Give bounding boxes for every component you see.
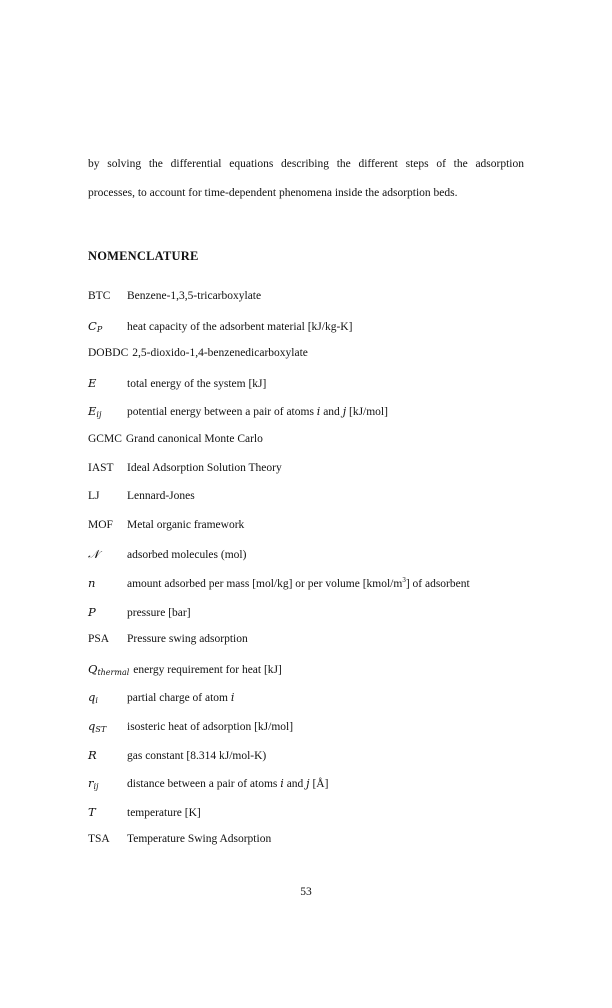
- nomenclature-symbol: T: [88, 804, 96, 819]
- nomenclature-symbol: LJ: [88, 490, 100, 503]
- nomenclature-entry: [88, 519, 548, 548]
- nomenclature-definition: Lennard-Jones: [127, 490, 195, 503]
- page-number: 53: [300, 886, 312, 898]
- nomenclature-entry: [88, 319, 548, 348]
- nomenclature-definition: adsorbed molecules (mol): [127, 549, 247, 562]
- nomenclature-entry: [88, 347, 548, 376]
- nomenclature-definition: distance between a pair of atoms i and j [Å]: [127, 777, 329, 791]
- nomenclature-definition: Metal organic framework: [127, 518, 245, 531]
- nomenclature-entry: [88, 433, 548, 462]
- nomenclature-symbol: MOF: [88, 518, 113, 531]
- nomenclature-definition: Ideal Adsorption Solution Theory: [127, 461, 282, 474]
- nomenclature-definition: Temperature Swing Adsorption: [127, 833, 272, 846]
- nomenclature-entry: [88, 462, 548, 491]
- nomenclature-list: [88, 290, 548, 862]
- nomenclature-definition: isosteric heat of adsorption [kJ/mol]: [127, 720, 294, 733]
- section-heading: NOMENCLATURE: [88, 249, 199, 263]
- nomenclature-symbol: TSA: [88, 833, 110, 846]
- nomenclature-definition: temperature [K]: [127, 806, 201, 819]
- nomenclature-symbol: BTC: [88, 290, 111, 302]
- nomenclature-symbol: $E_{ij}$: [88, 404, 102, 420]
- nomenclature-symbol: 𝒩: [88, 547, 100, 562]
- paragraph-line: by solving the differential equations describing the different steps of the adsorption: [88, 158, 524, 170]
- nomenclature-entry: [88, 490, 548, 519]
- nomenclature-entry: [88, 290, 548, 319]
- nomenclature-symbol: $q_i$: [88, 690, 98, 706]
- nomenclature-definition: Benzene-1,3,5-tricarboxylate: [127, 290, 262, 302]
- nomenclature-entry: [88, 690, 548, 719]
- nomenclature-definition: pressure [bar]: [127, 606, 191, 619]
- nomenclature-entry: [88, 547, 548, 576]
- nomenclature-definition: gas constant [8.314 kJ/mol-K): [127, 749, 267, 762]
- nomenclature-entry: [88, 748, 548, 777]
- nomenclature-definition: energy requirement for heat [kJ]: [133, 663, 282, 676]
- nomenclature-symbol: P: [88, 604, 96, 619]
- nomenclature-entry: [88, 605, 548, 634]
- nomenclature-symbol: PSA: [88, 633, 110, 646]
- nomenclature-definition: 2,5-dioxido-1,4-benzenedicarboxylate: [132, 347, 308, 360]
- nomenclature-entry: [88, 576, 548, 605]
- nomenclature-symbol: n: [88, 575, 96, 590]
- nomenclature-symbol: IAST: [88, 461, 114, 474]
- nomenclature-definition: potential energy between a pair of atoms i and j [kJ/mol]: [127, 405, 388, 419]
- nomenclature-definition: heat capacity of the adsorbent material [kJ/kg-K]: [127, 320, 353, 333]
- nomenclature-symbol: R: [88, 747, 97, 762]
- nomenclature-symbol: $r_{ij}$: [88, 776, 99, 792]
- nomenclature-definition: Grand canonical Monte Carlo: [125, 432, 263, 445]
- nomenclature-entry: [88, 719, 548, 748]
- body-paragraph: [88, 150, 524, 208]
- paragraph-line: processes, to account for time-dependent phenomena inside the adsorption beds.: [88, 187, 458, 199]
- nomenclature-definition: Pressure swing adsorption: [127, 633, 248, 646]
- nomenclature-entry: [88, 404, 548, 433]
- nomenclature-definition: partial charge of atom i: [127, 691, 235, 705]
- nomenclature-definition: amount adsorbed per mass [mol/kg] or per volume $[kmol/m^3]$ of adsorbent: [127, 575, 470, 590]
- nomenclature-symbol: $q_{ST}$: [88, 718, 107, 734]
- nomenclature-entry: [88, 833, 548, 862]
- nomenclature-entry: [88, 376, 548, 405]
- nomenclature-symbol: $C_P$: [88, 318, 103, 334]
- nomenclature-entry: [88, 776, 548, 805]
- nomenclature-symbol: GCMC: [88, 432, 122, 445]
- nomenclature-entry: [88, 662, 548, 691]
- nomenclature-symbol: E: [88, 375, 97, 390]
- nomenclature-entry: [88, 633, 548, 662]
- nomenclature-symbol: $Q_{thermal}$: [88, 661, 130, 677]
- nomenclature-entry: [88, 805, 548, 834]
- nomenclature-definition: total energy of the system [kJ]: [127, 377, 267, 390]
- nomenclature-symbol: DOBDC: [88, 347, 129, 360]
